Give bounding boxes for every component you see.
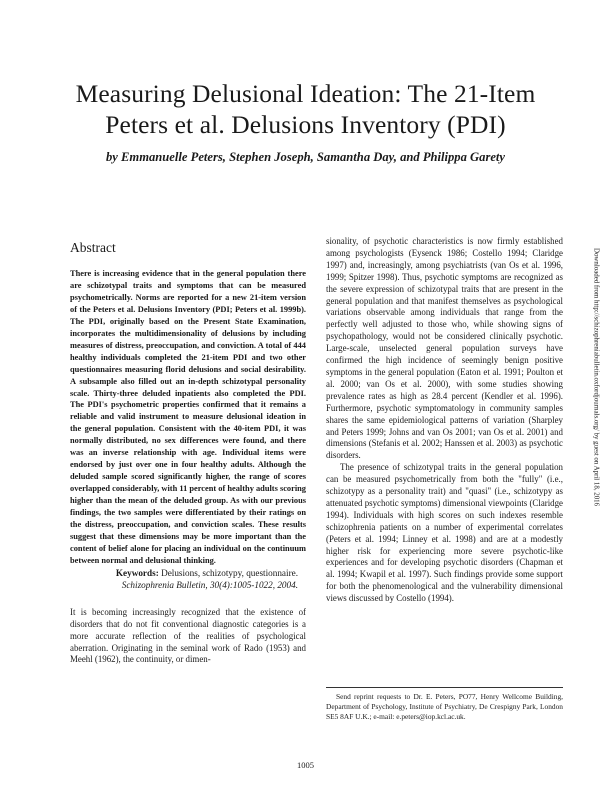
keywords-label: Keywords: xyxy=(115,567,159,578)
right-column xyxy=(326,236,563,605)
abstract-text: There is increasing evidence that in the general population there are schizotypal traits and symptoms that can be measured psychometrically. Norms are reported for a new 21-item version of the Peters et al. Delusions Inventory (PDI; Peters et al. 1999b). The PDI, originally based on the Present State Examination, incorporates the multidimensionality of delusions by including measures of distress, preoccupation, and conviction. A total of 444 healthy individuals completed the 21-item PDI and two other questionnaires measuring florid delusions and social desirability. A subsample also filled out an in-depth schizotypal personality scale. Thirty-three deluded inpatients also completed the PDI. The PDI's psychometric properties confirmed that it remains a reliable and valid instrument to measure delusional ideation in the general population. Consistent with the 40-item PDI, it was normally distributed, no sex differences were found, and there was an inverse relationship with age. Individual items were endorsed by just over one in four healthy adults. Although the deluded sample scored significantly higher, the range of scores overlapped considerably, with 11 percent of healthy adults scoring higher than the mean of the deluded group. As with our previous findings, the two samples were differentiated by their ratings on the distress, preoccupation, and conviction scales. These results suggest that these dimensions may be more important than the content of belief alone for placing an individual on the continuum between normal and delusional thinking. xyxy=(70,269,306,565)
keywords-line xyxy=(70,567,306,579)
download-note-text: Downloaded from http://schizophreniabulletin.oxfordjournals.org/ by guest on April 18, 2016 xyxy=(592,248,600,507)
body-paragraph-1: sionality, of psychotic characteristics is now firmly established among psychologists (Eysenck 1986; Costello 1994; Claridge 1997) and, increasingly, among psychiatrists (van Os et al. 1996, 1999; Spitzer 1998). Thus, psychotic symptoms are recognized as the severe expression of schizotypal traits that are present in the general population and that manifest themselves as psychological variations observable among individuals that range from the perfectly well adjusted to those who, while showing signs of psychopathology, would not be considered clinically psychotic. Large-scale, unselected general population surveys have confirmed the high incidence of seemingly benign positive symptoms in the general population (Eaton et al. 1991; Poulton et al. 2000; van Os et al. 2000), with some studies showing prevalence rates as high as 28.4 percent (Kendler et al. 1996). Furthermore, psychotic symptomatology in community samples shares the same epidemiological patterns of variation (Sharpley and Peters 1999; Johns and van Os 2001; van Os et al. 2001) and dimensions (Stefanis et al. 2002; Hanssen et al. 2003) as psychotic disorders. xyxy=(326,236,563,461)
title-line-2: Peters et al. Delusions Inventory (PDI) xyxy=(105,110,506,139)
abstract-heading: Abstract xyxy=(70,240,116,255)
article-title xyxy=(40,78,571,140)
journal-citation: Schizophrenia Bulletin, 30(4):1005-1022, 2004. xyxy=(121,579,298,590)
download-watermark xyxy=(587,248,605,688)
footnote-divider xyxy=(326,687,563,688)
intro-paragraph: It is becoming increasingly recognized that the existence of disorders that do not fit conventional diagnostic categories is a more accurate reflection of the realities of psychological aberration. Originating in the seminal work of Rado (1953) and Meehl (1962), the continuity, or dimen- xyxy=(70,606,306,665)
left-column xyxy=(70,236,306,666)
page-number: 1005 xyxy=(297,760,314,770)
reprint-footnote: Send reprint requests to Dr. E. Peters, PO77, Henry Wellcome Building, Department of Psychology, Institute of Psychiatry, De Crespigny Park, London SE5 8AF U.K.; e-mail: e.peters@iop.kcl.ac.uk. xyxy=(326,692,563,721)
body-paragraph-2: The presence of schizotypal traits in the general population can be measured psychometrically from both the "fully" (i.e., schizotypy as a personality trait) and "quasi" (i.e., schizotypy as attenuated psychotic symptoms) dimensional viewpoints (Claridge 1994). Individuals with high scores on such indexes resemble schizophrenia patients on a number of experimental correlates (Peters et al. 1994; Linney et al. 1998) and are at a modestly higher risk for experiencing more severe psychotic-like experiences and for developing psychotic disorders (Chapman et al. 1994; Kwapil et al. 1997). Such findings provide some support for both the phenomenological and the vulnerability dimensional views discussed by Costello (1994). xyxy=(326,462,563,604)
title-line-1: Measuring Delusional Ideation: The 21-Item xyxy=(75,79,536,108)
keywords-value: Delusions, schizotypy, questionnaire. xyxy=(161,567,298,578)
author-list: by Emmanuelle Peters, Stephen Joseph, Samantha Day, and Philippa Garety xyxy=(105,150,506,164)
